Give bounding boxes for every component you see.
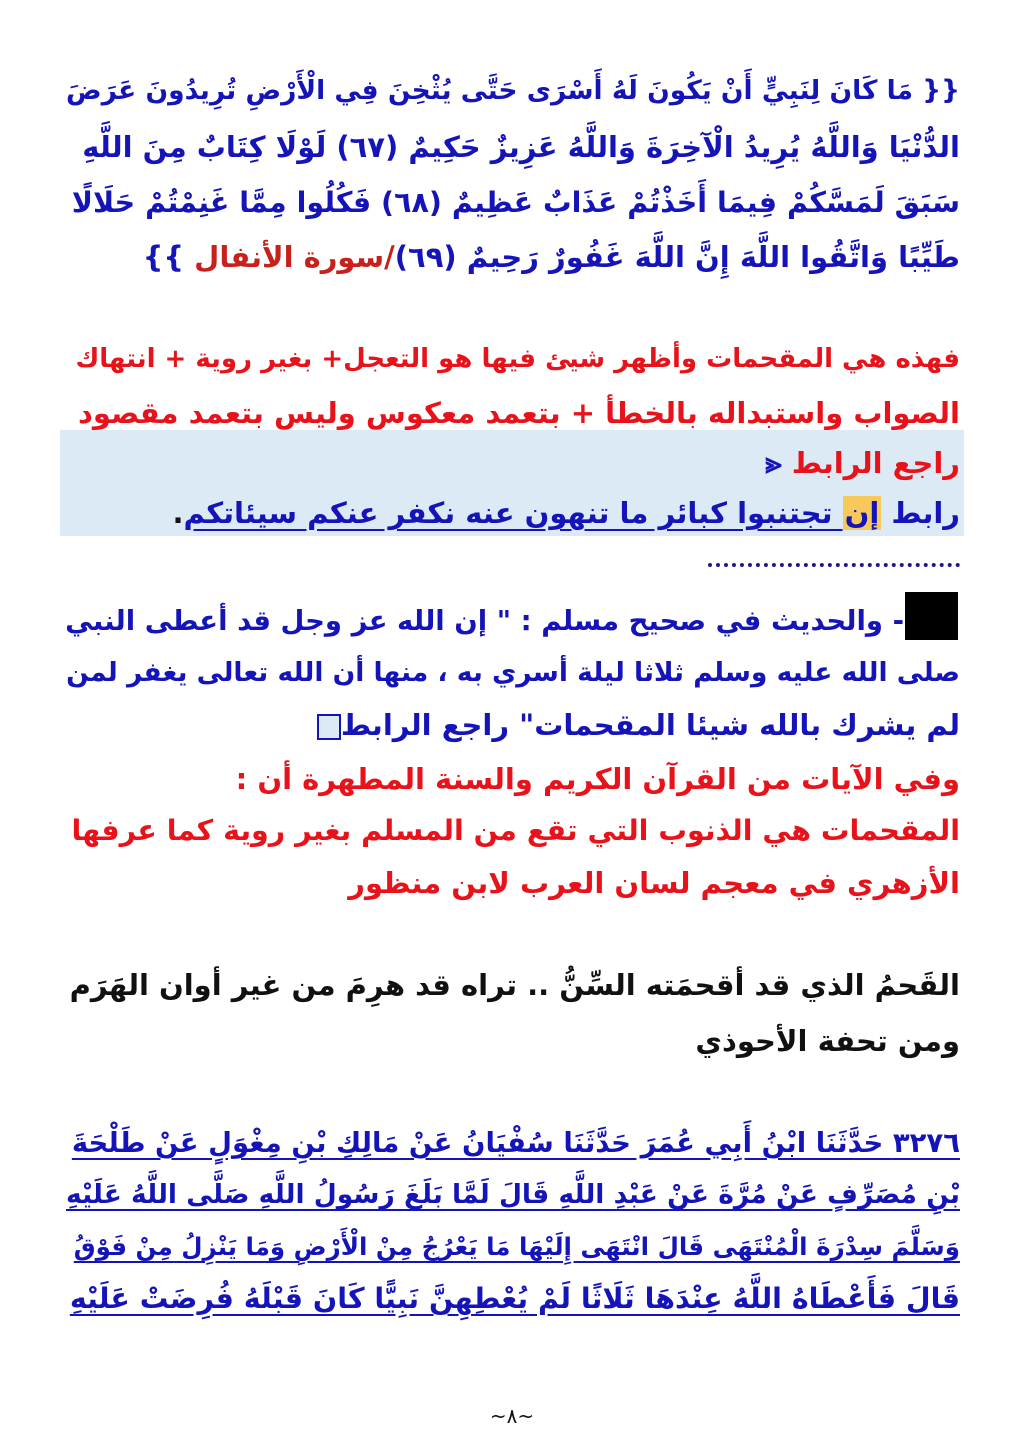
- dotted-separator: [708, 557, 960, 567]
- quran-line-2: الدُّنْيَا وَاللَّهُ يُرِيدُ الْآخِرَةَ وَاللَّهُ عَزِيزٌ حَكِيمٌ (٦٧) لَوْلَا كِتَابٌ مِنَ اللَّهِ: [82, 130, 960, 164]
- see-link-line: [765, 440, 960, 486]
- see-link-label: راجع الرابط: [791, 446, 960, 480]
- explanation-line-1: فهذه هي المقحمات وأظهر شيئ فيها هو التعجل+ بغير روية + انتهاك: [75, 344, 960, 374]
- link-box-icon[interactable]: [317, 714, 341, 740]
- definition-line-3: الأزهري في معجم لسان العرب لابن منظور: [348, 866, 960, 900]
- explanation-line-2: الصواب واستبداله بالخطأ + بتعمد معكوس وليس بتعمد مقصود: [78, 396, 960, 430]
- definition-line-1: وفي الآيات من القرآن الكريم والسنة المطهرة أن :: [235, 762, 960, 796]
- quran-line-1: {{ مَا كَانَ لِنَبِيٍّ أَنْ يَكُونَ لَهُ أَسْرَى حَتَّى يُثْخِنَ فِي الْأَرْضِ تُرِيدُونَ عَرَضَ: [66, 75, 960, 106]
- page-number: ~٨~: [489, 1404, 535, 1428]
- poetry-line-1: القَحمُ الذي قد أقحمَته السِّنُّ .. تراه قد هرِمَ من غير أوان الهَرَم: [69, 968, 960, 1002]
- verse-link[interactable]: تجتنبوا كبائر ما تنهون عنه نكفر عنكم سيئاتكم: [183, 496, 843, 530]
- link-end-dot: .: [172, 496, 184, 530]
- link-marker: إن: [844, 496, 880, 530]
- link-arrow-icon[interactable]: ⪡: [765, 446, 782, 480]
- link-prefix: رابط: [891, 496, 960, 530]
- quran-verse-end: طَيِّبًا وَاتَّقُوا اللَّهَ إِنَّ اللَّهَ غَفُورٌ رَحِيمٌ (٦٩): [394, 240, 960, 274]
- surah-name: /سورة الأنفال: [194, 240, 395, 274]
- poetry-line-2: ومن تحفة الأحوذي: [695, 1024, 960, 1058]
- link-line[interactable]: [172, 490, 960, 536]
- hadith-line-1: ٣٢٧٦ حَدَّثَنَا ابْنُ أَبِي عُمَرَ حَدَّثَنَا سُفْيَانُ عَنْ مَالِكِ بْنِ مِغْوَلٍ عَنْ طَلْحَةَ: [71, 1127, 960, 1159]
- hadith-intro-text: لم يشرك بالله شيئا المقحمات" راجع الرابط: [340, 708, 960, 742]
- hadith-intro-line-2: صلى الله عليه وسلم ثلاثا ليلة أسري به ، منها أن الله تعالى يغفر لمن: [66, 657, 960, 688]
- hadith-line-2: بْنِ مُصَرِّفٍ عَنْ مُرَّةَ عَنْ عَبْدِ اللَّهِ قَالَ لَمَّا بَلَغَ رَسُولُ اللَّهِ صَلَّى اللَّهُ عَلَيْهِ: [66, 1179, 960, 1210]
- quran-line-4: [143, 234, 960, 280]
- definition-line-2: المقحمات هي الذنوب التي تقع من المسلم بغير روية كما عرفها: [71, 814, 960, 847]
- quran-close-brackets: }}: [142, 240, 195, 274]
- quran-line-3: سَبَقَ لَمَسَّكُمْ فِيمَا أَخَذْتُمْ عَذَابٌ عَظِيمٌ (٦٨) فَكُلُوا مِمَّا غَنِمْتُمْ حَلَالًا: [71, 186, 960, 219]
- hadith-line-4: قَالَ فَأَعْطَاهُ اللَّهُ عِنْدَهَا ثَلَاثًا لَمْ يُعْطِهِنَّ نَبِيًّا كَانَ قَبْلَهُ فُرِضَتْ عَلَيْهِ: [69, 1282, 960, 1315]
- hadith-line-3: وَسَلَّمَ سِدْرَةَ الْمُنْتَهَى قَالَ انْتَهَى إِلَيْهَا مَا يَعْرُجُ مِنْ الْأَرْضِ وَمَا يَنْزِلُ مِنْ فَوْقُ: [73, 1232, 960, 1261]
- hadith-intro-line-3: [313, 702, 960, 748]
- black-box-marker: [905, 592, 958, 640]
- hadith-intro-line-1: - والحديث في صحيح مسلم : " إن الله عز وجل قد أعطى النبي: [65, 605, 904, 637]
